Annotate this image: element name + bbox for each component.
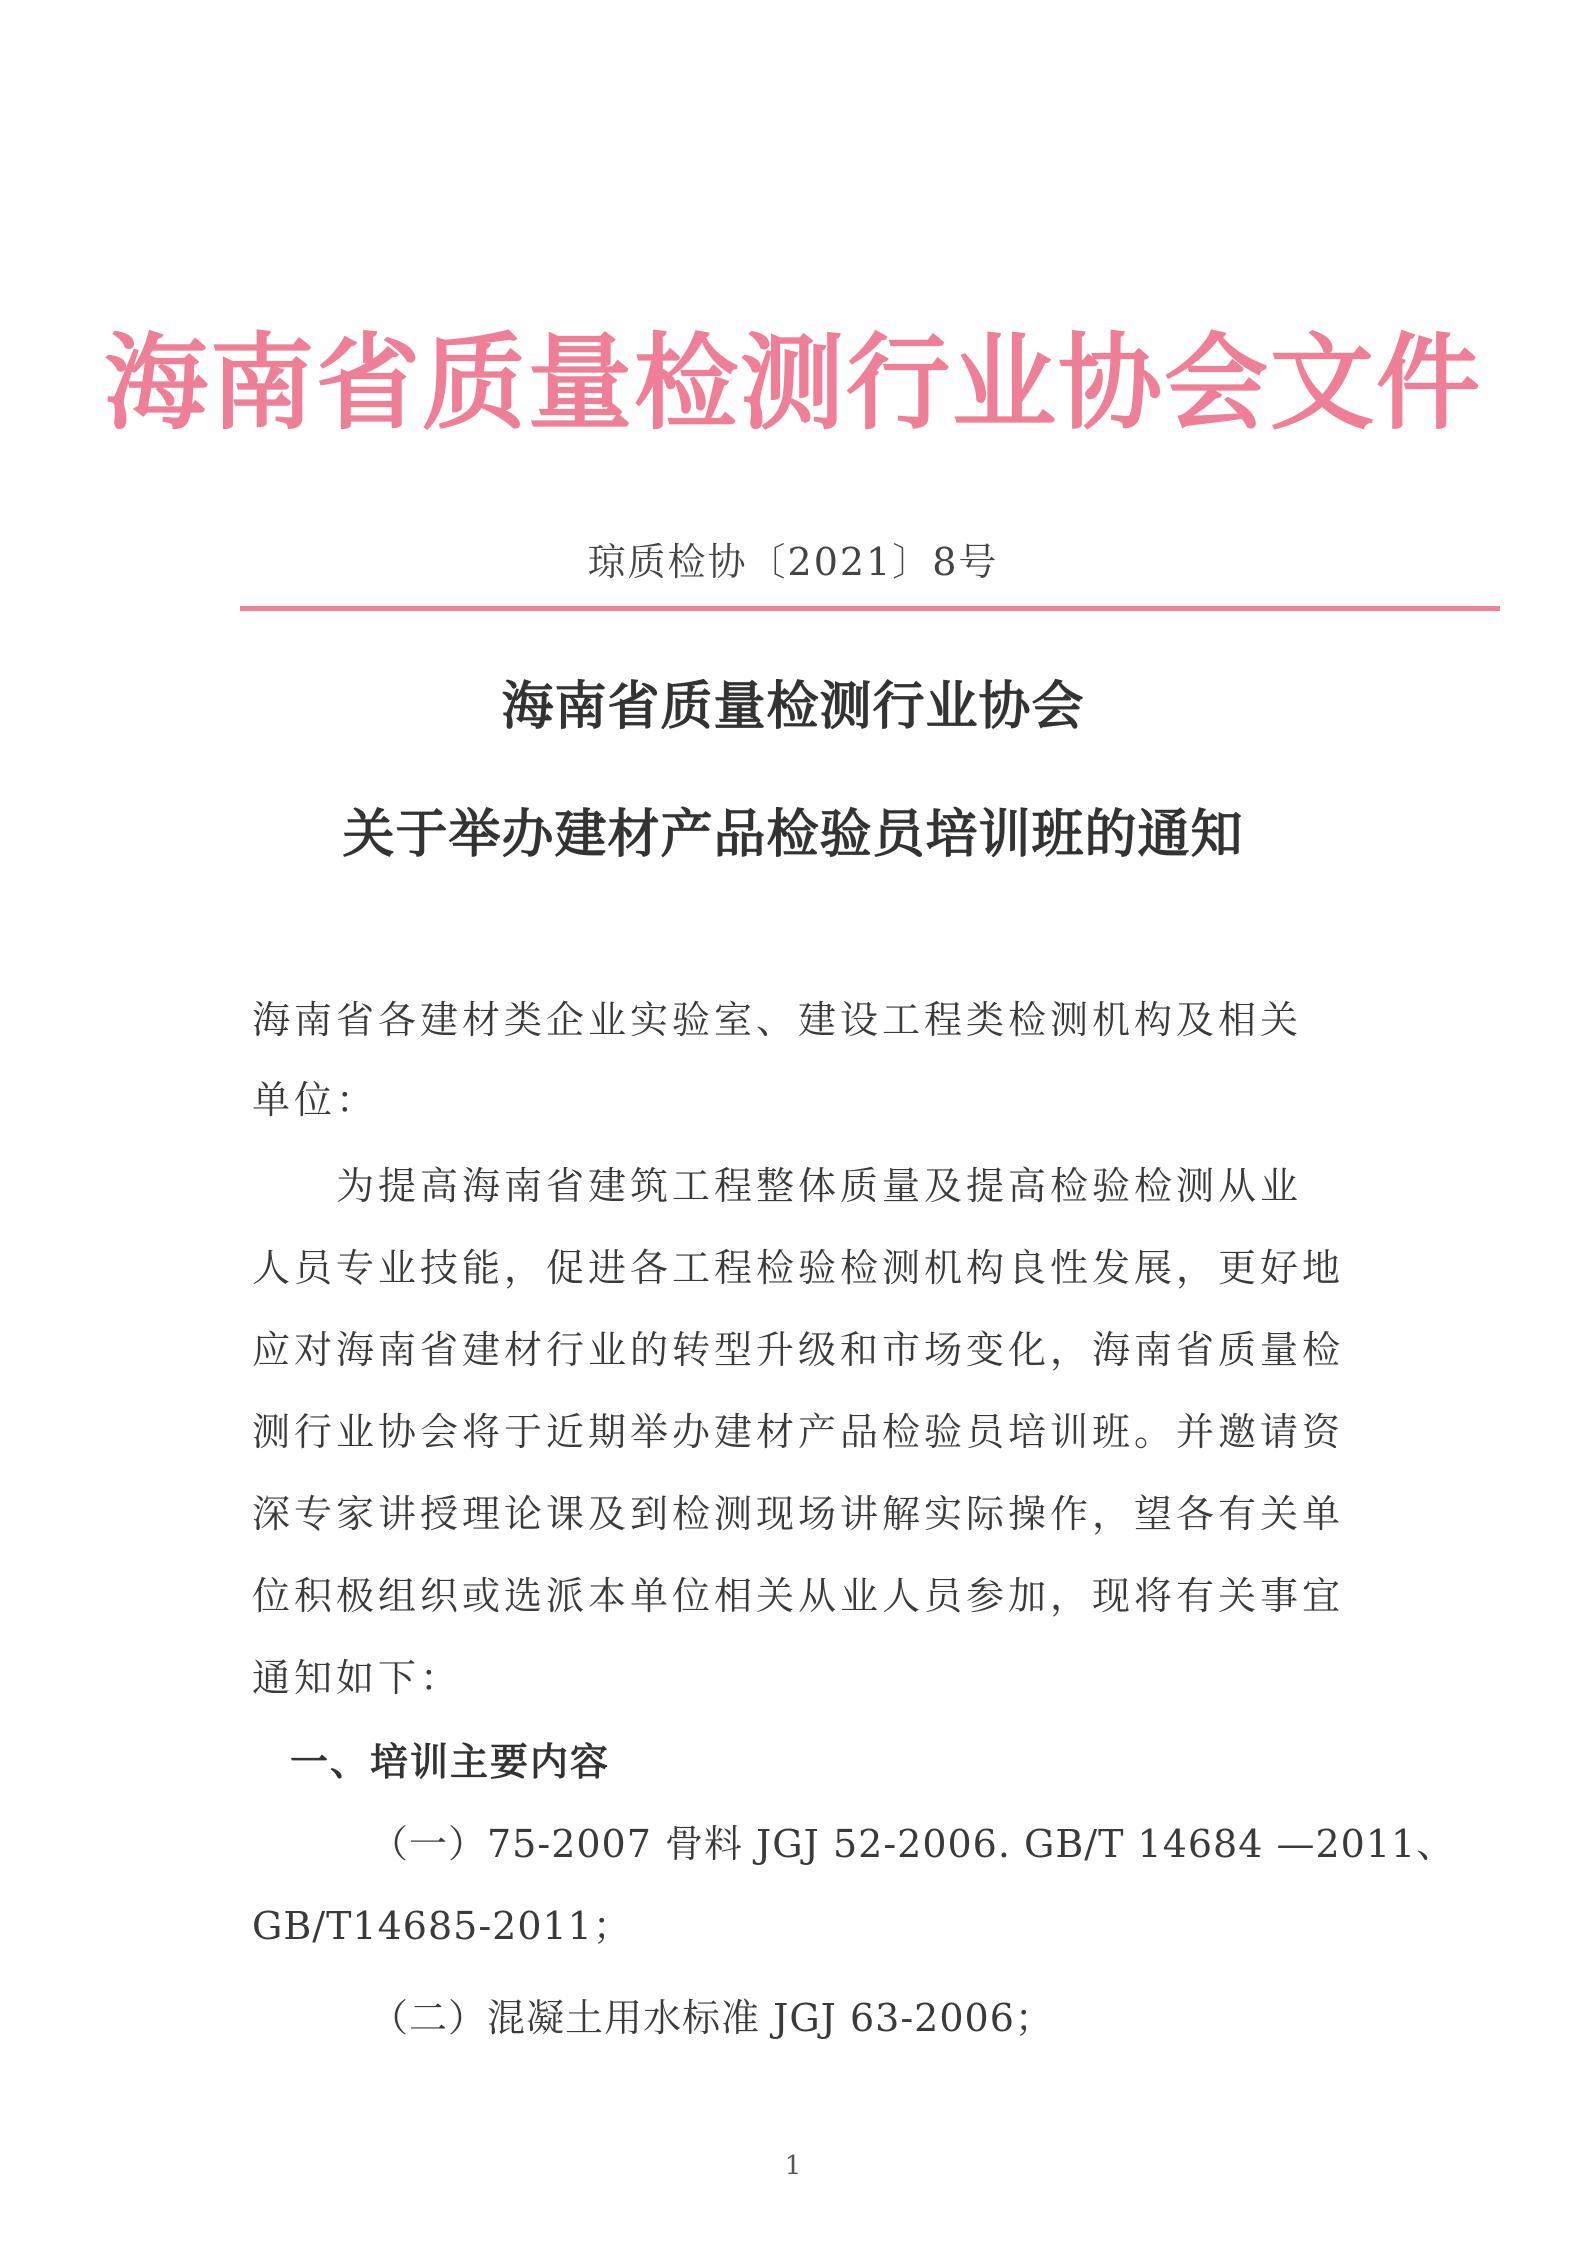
content-item-1-line-2: GB/T14685-2011； (252, 1904, 632, 1948)
paragraph-line: 深专家讲授理论课及到检测现场讲解实际操作，望各有关单 (252, 1492, 1345, 1536)
section-heading-training-content: 一、培训主要内容 (290, 1740, 611, 1784)
notice-title-line-2: 关于举办建材产品检验员培训班的通知 (342, 805, 1244, 865)
paragraph-line: 位积极组织或选派本单位相关从业人员参加，现将有关事宜 (252, 1574, 1345, 1618)
addressee-line-1: 海南省各建材类企业实验室、建设工程类检测机构及相关 (252, 998, 1303, 1042)
org-file-header-title: 海南省质量检测行业协会文件 (103, 322, 1482, 444)
notice-title-line-1: 海南省质量检测行业协会 (501, 677, 1085, 737)
paragraph-line: 应对海南省建材行业的转型升级和市场变化，海南省质量检 (252, 1328, 1345, 1372)
paragraph-line: 测行业协会将于近期举办建材产品检验员培训班。并邀请资 (252, 1410, 1345, 1454)
content-item-1-line-1: （一）75-2007 骨料 JGJ 52-2006. GB/T 14684 —2011、 (370, 1822, 1456, 1866)
content-item-2: （二）混凝土用水标准 JGJ 63-2006； (370, 1996, 1054, 2040)
page-number: 1 (784, 2151, 802, 2181)
paragraph-line: 通知如下： (252, 1656, 463, 1700)
addressee-line-2: 单位： (252, 1078, 379, 1122)
paragraph-line: 人员专业技能，促进各工程检验检测机构良性发展，更好地 (252, 1246, 1345, 1290)
body-text-block (252, 0, 1456, 2242)
paragraph-line: 为提高海南省建筑工程整体质量及提高检验检测从业 (336, 1164, 1303, 1208)
document-number: 琼质检协〔2021〕8号 (587, 540, 999, 584)
